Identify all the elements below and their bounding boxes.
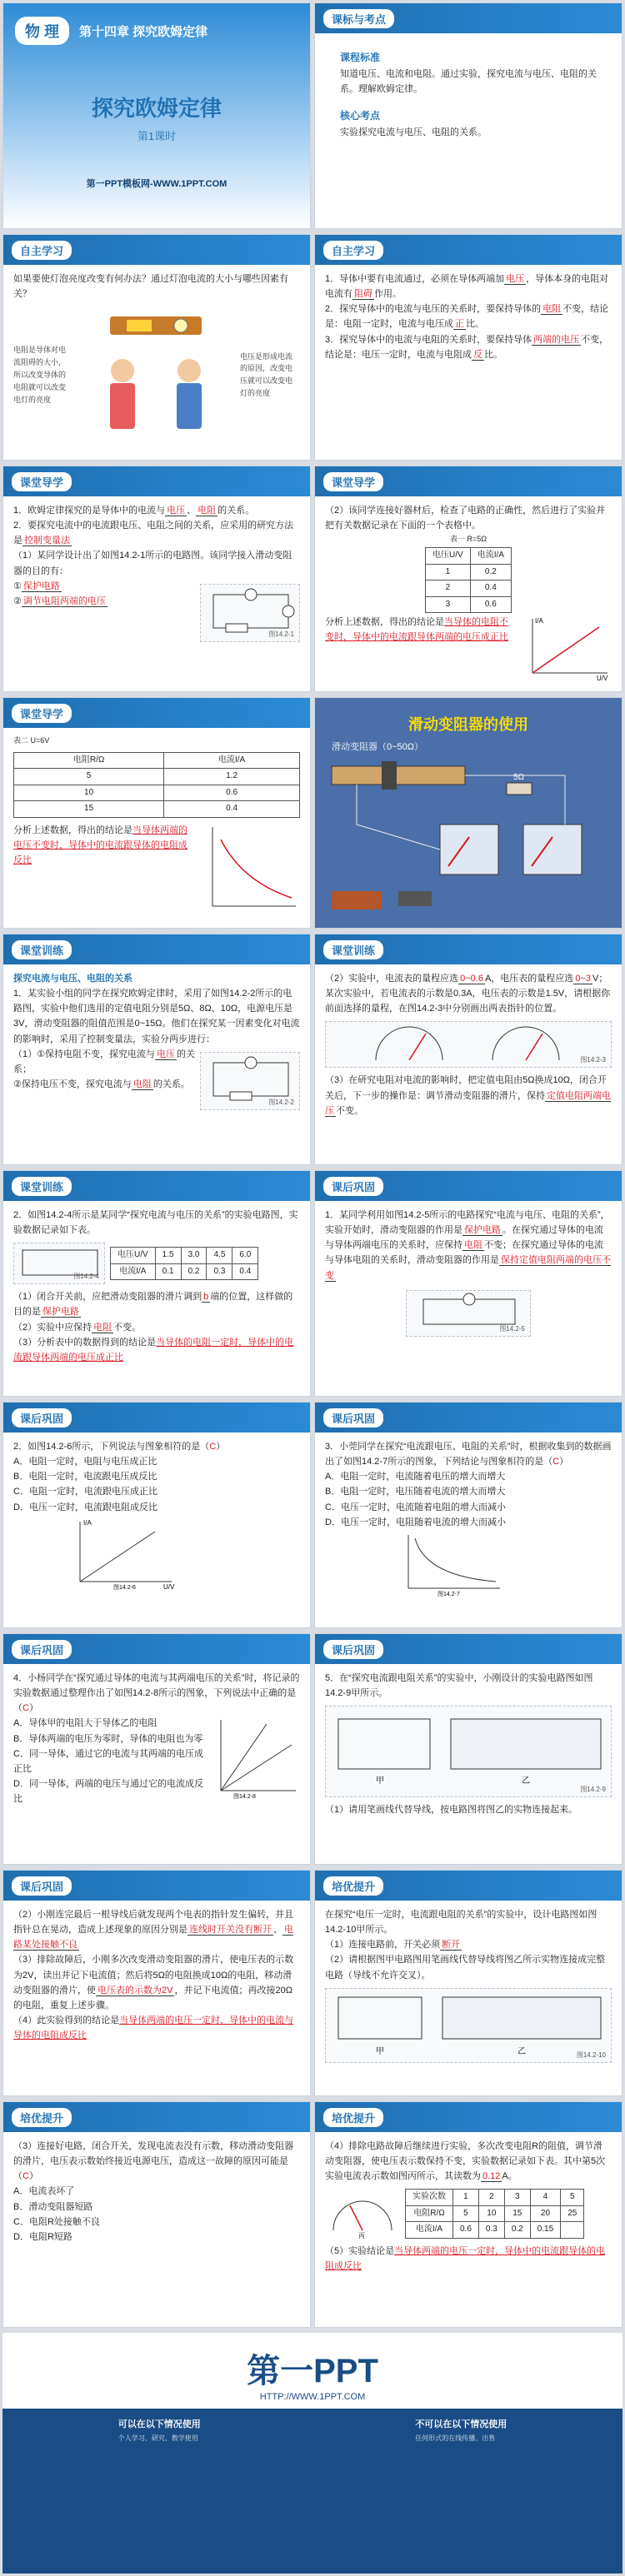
answer: 连线时开关没有断开 (189, 1925, 272, 1936)
slide-review-3[interactable] (314, 1402, 622, 1628)
table-cell: 3.0 (181, 1248, 207, 1264)
answer: 0.12 (482, 2171, 501, 2182)
rheostat-label: 滑动变阻器（0~50Ω） (332, 742, 423, 752)
subject-badge: 物 理 (15, 17, 69, 45)
answer: 保护电路 (22, 580, 60, 591)
slide-practice-3[interactable] (2, 1170, 311, 1397)
slide-standards[interactable] (314, 2, 622, 229)
table-cell: 25 (561, 2205, 584, 2222)
answer: 电路某处接触不良 (13, 1925, 293, 1951)
slide-tag: 培优提升 (323, 2108, 383, 2127)
answer: 电阻 (132, 1079, 152, 1089)
table-cell: 1 (453, 2190, 479, 2206)
text: V；某次实验中，若电流表的示数是0.3A，电压表的示数是1.5V，请根据你前面选择的量程，在图14.2-3中分别画出两表指针的位置。 (325, 974, 611, 1014)
axis-label: U/V (597, 675, 608, 682)
slide-practice-2[interactable] (314, 934, 622, 1165)
paragraph: 实验探究电流与电压、电阻的关系。 (340, 127, 487, 137)
text: 的关系。 (218, 506, 255, 516)
text: （3）分析表中的数据得到的结论是 (13, 1337, 157, 1348)
slide-tag: 培优提升 (12, 2108, 72, 2127)
row-5 (0, 934, 625, 1165)
table-caption: 表二 U=6V (13, 736, 50, 745)
table-cell: 0.6 (453, 2222, 479, 2239)
option: A．电阻一定时，电流随着电压的增大而增大 (325, 1472, 506, 1482)
text: 1．导体中要有电流通过，必须在导体两端加 (325, 274, 505, 284)
figure-label: 乙 (518, 2046, 526, 2056)
text: 2．如图14.2-4所示是某同学“探究电流与电压的关系”的实验电路图，实验数据记录如下表。 (13, 1210, 298, 1236)
text: 端的位置，这样做的目的是 (13, 1292, 293, 1318)
slide-simulation[interactable] (314, 697, 622, 929)
table-cell: 0.3 (207, 1263, 232, 1280)
slide-review-5[interactable] (314, 1633, 622, 1865)
slide-review-2[interactable] (2, 1402, 311, 1628)
cover-subtitle: 第1课时 (137, 130, 177, 142)
slide-tag: 课后巩固 (12, 1640, 72, 1659)
axis-label: U/V (163, 1582, 175, 1590)
table-cell: 10 (478, 2205, 504, 2222)
axis-label: I/A (535, 617, 543, 625)
text: （2）小刚连完最后一根导线后就发现两个电表的指针发生偏转，并且指针总在晃动，造成上述现象的原因分别是 (13, 1910, 294, 1936)
table-cell: 3 (504, 2190, 530, 2206)
answer: 电压 (167, 506, 186, 516)
answer: 阻碍 (354, 289, 372, 300)
option: B．滑动变阻器短路 (13, 2201, 93, 2212)
slide-practice-1[interactable] (2, 934, 311, 1165)
footer-logo: 第一PPT (2, 2333, 622, 2392)
section-title: 核心考点 (340, 110, 381, 122)
answer: 当导体两端的电压不变时，导体中的电流跟导体的电阻成反比 (13, 825, 188, 866)
table-cell (561, 2222, 584, 2239)
col-heading: 可以在以下情况使用 (118, 2419, 201, 2429)
text: （5）实验结论是 (325, 2245, 395, 2256)
slide-tag: 课堂训练 (12, 1177, 72, 1196)
cover-title: 探究欧姆定律 (91, 96, 222, 121)
question: 3．小莞同学在探究“电流跟电压、电阻的关系”时，根据收集到的数据画出了如图14.2-7所示的图象，下列结论与图象相符的是（ (325, 1442, 612, 1467)
table-cell: 0.4 (232, 1263, 258, 1280)
text: 1．某实验小组的同学在探究欧姆定律时，采用了如图14.2-2所示的电路图，实验中他们选用的定值电阻分别是5Ω、8Ω、10Ω，电源电压是3V，滑动变阻器的阻值范围是0~15Ω。他们在探究某一因素变化对电流的影响时，采用了控制变量法，实验分两步进行： (13, 989, 300, 1044)
slide-self-study-2[interactable] (314, 234, 622, 461)
iu-graph (63, 1515, 188, 1590)
text: ） (559, 1457, 569, 1467)
table-cell: 5 (14, 769, 164, 785)
slide-cover[interactable] (2, 2, 311, 229)
text: 1．某同学利用如图14.2-5所示的电路探究“电流与电压、电阻的关系”，实验开始时，滑动变阻器的作用是 (325, 1210, 610, 1236)
slide-review-1[interactable] (314, 1170, 622, 1397)
slide-tag: 课堂训练 (12, 940, 72, 959)
text: （1）①保持电阻不变，探究电流与 (13, 1049, 155, 1059)
table-cell: 10 (14, 785, 164, 801)
answer: 电压 (156, 1049, 175, 1059)
ammeter-dial (325, 2189, 400, 2239)
slide-tag: 自主学习 (12, 241, 72, 260)
text: （4）排除电路故障后继续进行实验，多次改变电阻R的阻值，调节滑动变阻器，使电压表示数保持不变，实验数据记录如下表。其中第5次实验电流表示数如图丙所示，其读数为 (325, 2141, 606, 2182)
circuit-figure (325, 1706, 612, 1797)
text: （2）实验中，电流表的量程应选 (325, 974, 459, 984)
figure-caption: 图14.2-3 (580, 1056, 606, 1064)
row-9 (0, 1870, 625, 2096)
answer: 0~0.6 (460, 974, 483, 984)
text: （1）某同学设计出了如图14.2-1所示的电路图。该同学接入滑动变阻器的目的有： (13, 551, 292, 576)
slide-tag: 课后巩固 (12, 1408, 72, 1428)
text: 、 (187, 506, 197, 516)
answer: 电阻 (542, 304, 562, 315)
table-cell: 0.4 (164, 801, 300, 818)
table-cell: 20 (530, 2205, 560, 2222)
text: 5．在“探究电流跟电阻关系”的实验中，小刚设计的实验电路图如图14.2-9甲所示。 (325, 1673, 593, 1699)
answer: 当导体的电阻不变时，导体中的电流跟导体两端的电压成正比 (325, 617, 508, 643)
table-header: 实验次数 (406, 2190, 453, 2206)
slide-tag: 课堂导学 (12, 472, 72, 491)
text: （3）排除故障后，小刚多次改变滑动变阻器的滑片，使电压表的示数为2V，读出并记下电流值；然后将5Ω的电阻换成10Ω的电阻，移动滑动变阻器的滑片，使 (13, 1955, 294, 1996)
text: （2）该同学连接好器材后，检查了电路的正确性，然后进行了实验并把有关数据记录在下面的一个表格中。 (325, 506, 606, 531)
text: 。在探究通过导体的电流与导体两端电压的关系时，应保持 (325, 1225, 603, 1251)
text: ②保持电压不变，探究电流与 (13, 1079, 132, 1089)
slide-advanced-2[interactable] (2, 2101, 311, 2328)
table-header: 电流I/A (164, 752, 300, 769)
answer: 电压 (506, 274, 525, 284)
answer: C (552, 1457, 560, 1467)
table-header: 电流I/A (111, 1263, 156, 1280)
students-illustration (77, 308, 235, 441)
answer: 当导体的电阻一定时，导体中的电流跟导体两端的电压成正比 (13, 1337, 294, 1363)
slide-tag: 课标与考点 (323, 9, 394, 28)
answer: C (209, 1442, 217, 1452)
slide-advanced-3[interactable] (314, 2101, 622, 2328)
answer: 定值电阻两端电压 (325, 1090, 611, 1116)
circuit-figure (406, 1290, 531, 1337)
option: A．电流表坏了 (13, 2186, 75, 2197)
text: 比。 (466, 319, 484, 330)
slide-review-4[interactable] (2, 1633, 311, 1865)
text: 比。 (484, 349, 502, 360)
iu-graph (520, 615, 612, 681)
slide-tag: 课堂训练 (323, 940, 383, 959)
text: （2）请根据图甲电路图用笔画线代替导线将图乙所示实物连接成完整电路（导线不允许交叉）。 (325, 1955, 606, 1981)
answer: 0~3 (575, 974, 591, 984)
text: 不变。 (113, 1322, 142, 1333)
row-10 (0, 2101, 625, 2328)
figure-caption: 图14.2-2 (268, 1098, 294, 1106)
table-header: 电压U/V (111, 1248, 156, 1264)
slide-tag: 课后巩固 (323, 1408, 383, 1428)
text: A，电压表的量程应选 (484, 974, 574, 984)
allowed-usage (118, 2417, 201, 2443)
table-cell: 0.2 (504, 2222, 530, 2239)
answer: 两端的电压 (533, 334, 580, 345)
answer: 电阻 (464, 1240, 482, 1251)
table-cell: 1 (426, 564, 471, 580)
option: A．导体甲的电阻大于导体乙的电阻 (13, 1718, 158, 1729)
row-4 (0, 697, 625, 929)
section-title: 课程标准 (340, 52, 381, 63)
slide-self-study-1[interactable] (2, 234, 311, 461)
meters-figure (325, 1021, 612, 1068)
figure-label: 丙 (358, 2232, 365, 2240)
paragraph: 知道电压、电流和电阻。通过实验，探究电流与电压、电阻的关系。理解欧姆定律。 (340, 68, 597, 94)
cover-site: 第一PPT模板网-WWW.1PPT.COM (86, 179, 228, 189)
option: B．电阻一定时，电流跟电压成反比 (13, 1472, 158, 1482)
table-cell: 1.5 (155, 1248, 181, 1264)
text: 2．探究导体中的电流与电压的关系时，要保持导体的 (325, 304, 542, 315)
answer: 当导体两端的电压一定时，导体中的电流跟导体的电阻成反比 (325, 2245, 606, 2272)
answer: 保护电路 (464, 1225, 501, 1236)
col-text: 个人学习、研究、教学使用 (118, 2434, 198, 2442)
text: （1）连接电路前，开关必须 (325, 1940, 441, 1951)
option: B．电阻一定时，电压随着电流的增大而增大 (325, 1487, 506, 1497)
data-table (425, 547, 512, 613)
option: C．电压一定时，电流随着电阻的增大而减小 (325, 1502, 506, 1512)
sub-title: 探究电流与电压、电阻的关系 (13, 974, 132, 984)
answer: 保护电路 (42, 1307, 79, 1318)
text: ） (28, 1703, 38, 1714)
slide-tag: 培优提升 (323, 1876, 383, 1896)
slide-guide-3[interactable] (2, 697, 311, 929)
row-1 (0, 2, 625, 229)
rheostat-illustration[interactable] (315, 758, 622, 924)
text: ） (216, 1442, 226, 1452)
ir-graph (200, 823, 300, 914)
row-6 (0, 1170, 625, 1397)
circuit-figure (325, 1988, 612, 2063)
option: C．电阻R处接触不良 (13, 2216, 100, 2227)
text: （2）实验中应保持 (13, 1322, 92, 1333)
answer: 正 (455, 319, 464, 330)
table-cell: 0.3 (478, 2222, 504, 2239)
table-header: 电阻R/Ω (14, 752, 164, 769)
option: D．电压一定时，电流跟电阻成反比 (13, 1502, 158, 1512)
text: 分析上述数据，得出的结论是 (325, 617, 444, 628)
table-cell: 15 (504, 2205, 530, 2222)
answer: C (22, 1703, 29, 1714)
figure-caption: 图14.2-4 (73, 1273, 99, 1281)
table-cell: 0.6 (470, 596, 511, 613)
row-2 (0, 234, 625, 461)
table-cell: 3 (426, 596, 471, 613)
text: A。 (502, 2171, 518, 2182)
table-cell: 0.4 (470, 580, 511, 597)
option: D．电压一定时，电阻随着电流的增大而减小 (325, 1517, 506, 1527)
row-3 (0, 466, 625, 692)
text: 不变；在探究通过导体的电流与导体电阻的关系时，滑动变阻器的作用是 (325, 1240, 603, 1266)
answer: 反 (473, 349, 482, 360)
table-cell: 0.15 (530, 2222, 560, 2239)
row-8 (0, 1633, 625, 1865)
figure-label: 甲 (376, 2046, 384, 2056)
table-cell: 0.2 (181, 1263, 207, 1280)
figure-caption: 图14.2-7 (438, 1591, 460, 1597)
table-caption: 表一 R=5Ω (450, 535, 487, 544)
data-table (110, 1247, 258, 1280)
question-text: 如果要使灯泡亮度改变有何办法？通过灯泡电流的大小与哪些因素有关？ (13, 274, 288, 300)
figure-caption: 图14.2-9 (580, 1786, 606, 1794)
text: （1）请用笔画线代替导线，按电路图将图乙的实物连接起来。 (325, 1805, 578, 1816)
option: A．电阻一定时，电阻与电压成正比 (13, 1457, 158, 1467)
table-cell: 0.6 (164, 785, 300, 801)
circuit-figure (200, 1052, 300, 1110)
slide-guide-2[interactable] (314, 466, 622, 692)
text: 1．欧姆定律探究的是导体中的电流与 (13, 506, 166, 516)
table-cell: 2 (426, 580, 471, 597)
col-text: 任何形式的在线传播、出售 (415, 2434, 496, 2442)
answer: 保持定值电阻两端的电压不变 (325, 1255, 611, 1281)
text: 2．要探究电流中的电流跟电压、电阻之间的关系，应采用的研究方法是 (13, 521, 294, 546)
option: D．电阻R短路 (13, 2231, 72, 2242)
footer (2, 2333, 622, 2574)
text: 不变，结论是：电压一定时，电流与电阻成 (325, 334, 609, 360)
table-cell: 0.1 (155, 1263, 181, 1280)
table-cell: 6.0 (232, 1248, 258, 1264)
question: 2．如图14.2-6所示，下列说法与图象相符的是（ (13, 1442, 210, 1452)
table-cell: 4.5 (207, 1248, 232, 1264)
chapter-title: 第十四章 探究欧姆定律 (79, 24, 208, 39)
answer: 当导体两端的电压一定时，导体中的电流与导体的电阻成反比 (13, 2015, 294, 2041)
text: 作用。 (374, 289, 402, 300)
slide-guide-1[interactable]: 课堂导学 1．欧姆定律探究的是导体中的电流与 电压 、 电阻 的关系。 2．要探究电流中的电流跟电压、电阻之间的关系，应采用的研究方法是 控制变量法 （1）某同学设计出了如图14.2-1所示的电路图。该同学接入滑动变阻器的目的有： ① 保护电路 ② 调节电阻两端的电压 图14.2-1 (2, 466, 311, 692)
answer: 控制变量法 (24, 536, 70, 546)
left-note: 电阻是导体对电流阻碍的大小，所以改变导体的电阻就可以改变电灯的亮度 (13, 346, 67, 404)
table-cell: 4 (530, 2190, 560, 2206)
slide-advanced-1[interactable] (314, 1870, 622, 2096)
text: 分析上述数据，得出的结论是 (13, 825, 132, 835)
figure-caption: 图14.2-1 (268, 630, 294, 638)
text: ） (28, 2171, 38, 2182)
table-cell: 15 (14, 801, 164, 818)
answer: C (22, 2171, 29, 2182)
text: 3．探究导体中的电流与电阻的关系时，要保持导体 (325, 334, 532, 345)
axis-label: I/A (83, 1518, 92, 1527)
text: （4）此实验得到的结论是 (13, 2015, 120, 2025)
option: D．同一导体，两端的电压与通过它的电流成反比 (13, 1778, 203, 1805)
answer: 电压表的示数为2V (98, 1985, 173, 1996)
forbidden-usage (415, 2417, 507, 2443)
table-cell: 1.2 (164, 769, 300, 785)
slide-tag: 课堂导学 (323, 472, 383, 491)
slide-tag: 课堂导学 (12, 704, 72, 723)
text: 不变，结论是：电阻一定时，电流与电压成 (325, 304, 609, 330)
answer: 电阻 (198, 506, 217, 516)
slide-tag: 课后巩固 (323, 1640, 383, 1659)
circuit-figure (13, 1243, 105, 1284)
slide-review-6[interactable]: 课后巩固 （2）小刚连完最后一根导线后就发现两个电表的指针发生偏转，并且指针总在晃动，造成上述现象的原因分别是 连线时开关没有断开 、 电路某处接触不良 （3）排除故障后，小刚多次改变滑动变阻器的滑片，使电压表的示数为2V，读出并记下电流值；然后将5Ω的电阻换成10Ω的电阻，移动滑动变阻器的滑片，使 电压表的示数为2V ，并记下电流值；再改接20Ω的电阻，重复上述步骤。 （4）此实验得到的结论是当导体两端的电压一定时，导体中的电流与导体的电阻成反比 (2, 1870, 311, 2096)
figure-caption: 图14.2-5 (499, 1324, 525, 1333)
text: （3）在研究电阻对电流的影响时，把定值电阻由5Ω换成10Ω，闭合开关后，下一步的操作是：调节滑动变阻器的滑片，保持 (325, 1075, 607, 1101)
option: C．电阻一定时，电流跟电压成正比 (13, 1487, 158, 1497)
question: 4．小杨同学在“探究通过导体的电流与其两端电压的关系”时，将记录的实验数据通过整理作出了如图14.2-8所示的图象，下列说法中正确的是（ (13, 1673, 300, 1714)
slide-tag: 课后巩固 (323, 1177, 383, 1196)
table-cell: 5 (561, 2190, 584, 2206)
text: 的关系； (13, 1049, 195, 1074)
text: （1）闭合开关前，应把滑动变阻器的滑片调到 (13, 1292, 202, 1303)
simulation-title: 滑动变阻器的使用 (408, 716, 528, 733)
iu-graph (208, 1716, 300, 1799)
figure-label: 甲 (376, 1776, 384, 1786)
option: B．导体两端的电压为零时，导体的电阻也为零 (13, 1733, 203, 1744)
table-header: 电流I/A (470, 548, 511, 565)
answer: 调节电阻两端的电压 (22, 595, 106, 606)
figure-caption: 图14.2-8 (233, 1794, 256, 1800)
table-cell: 0.2 (470, 564, 511, 580)
text: ，并记下电流值；再改接20Ω的电阻，重复上述步骤。 (13, 1985, 292, 2010)
answer: 电阻 (93, 1322, 112, 1333)
answer: 断开 (442, 1940, 461, 1951)
data-table (13, 752, 300, 818)
option: C．同一导体，通过它的电流与其两端的电压成正比 (13, 1748, 203, 1774)
table-header: 电阻R/Ω (406, 2205, 453, 2222)
ir-graph (392, 1530, 517, 1597)
row-7 (0, 1402, 625, 1628)
table-cell: 2 (478, 2190, 504, 2206)
col-heading: 不可以在以下情况使用 (415, 2419, 508, 2429)
data-table (405, 2189, 584, 2239)
slide-tag: 自主学习 (323, 241, 383, 260)
footer-url[interactable]: HTTP://WWW.1PPT.COM (2, 2392, 622, 2409)
table-header: 电压U/V (426, 548, 471, 565)
right-note: 电压是形成电流的原因，改变电压就可以改变电灯的亮度 (240, 351, 293, 398)
text: 在探究“电压一定时，电流跟电阻的关系”的实验中，设计电路图如图14.2-10甲所示。 (325, 1910, 598, 1936)
slide-tag: 课后巩固 (12, 1876, 72, 1896)
table-header: 电流I/A (406, 2222, 453, 2239)
figure-caption: 图14.2-6 (113, 1584, 136, 1590)
figure-label: 乙 (522, 1776, 530, 1786)
resistor-label: 5Ω (513, 773, 525, 782)
text: 的关系。 (152, 1079, 190, 1089)
figure-caption: 图14.2-10 (576, 2050, 606, 2059)
table-cell: 5 (453, 2205, 479, 2222)
answer: b (203, 1292, 209, 1303)
circuit-figure (200, 584, 300, 642)
text: 不变。 (336, 1105, 363, 1116)
text: ，导体本身的电阻对电流有 (325, 274, 609, 300)
question: （3）连接好电路，闭合开关，发现电流表没有示数，移动滑动变阻器的滑片，电压表示数始终接近电源电压，造成这一故障的原因可能是（ (13, 2141, 294, 2182)
